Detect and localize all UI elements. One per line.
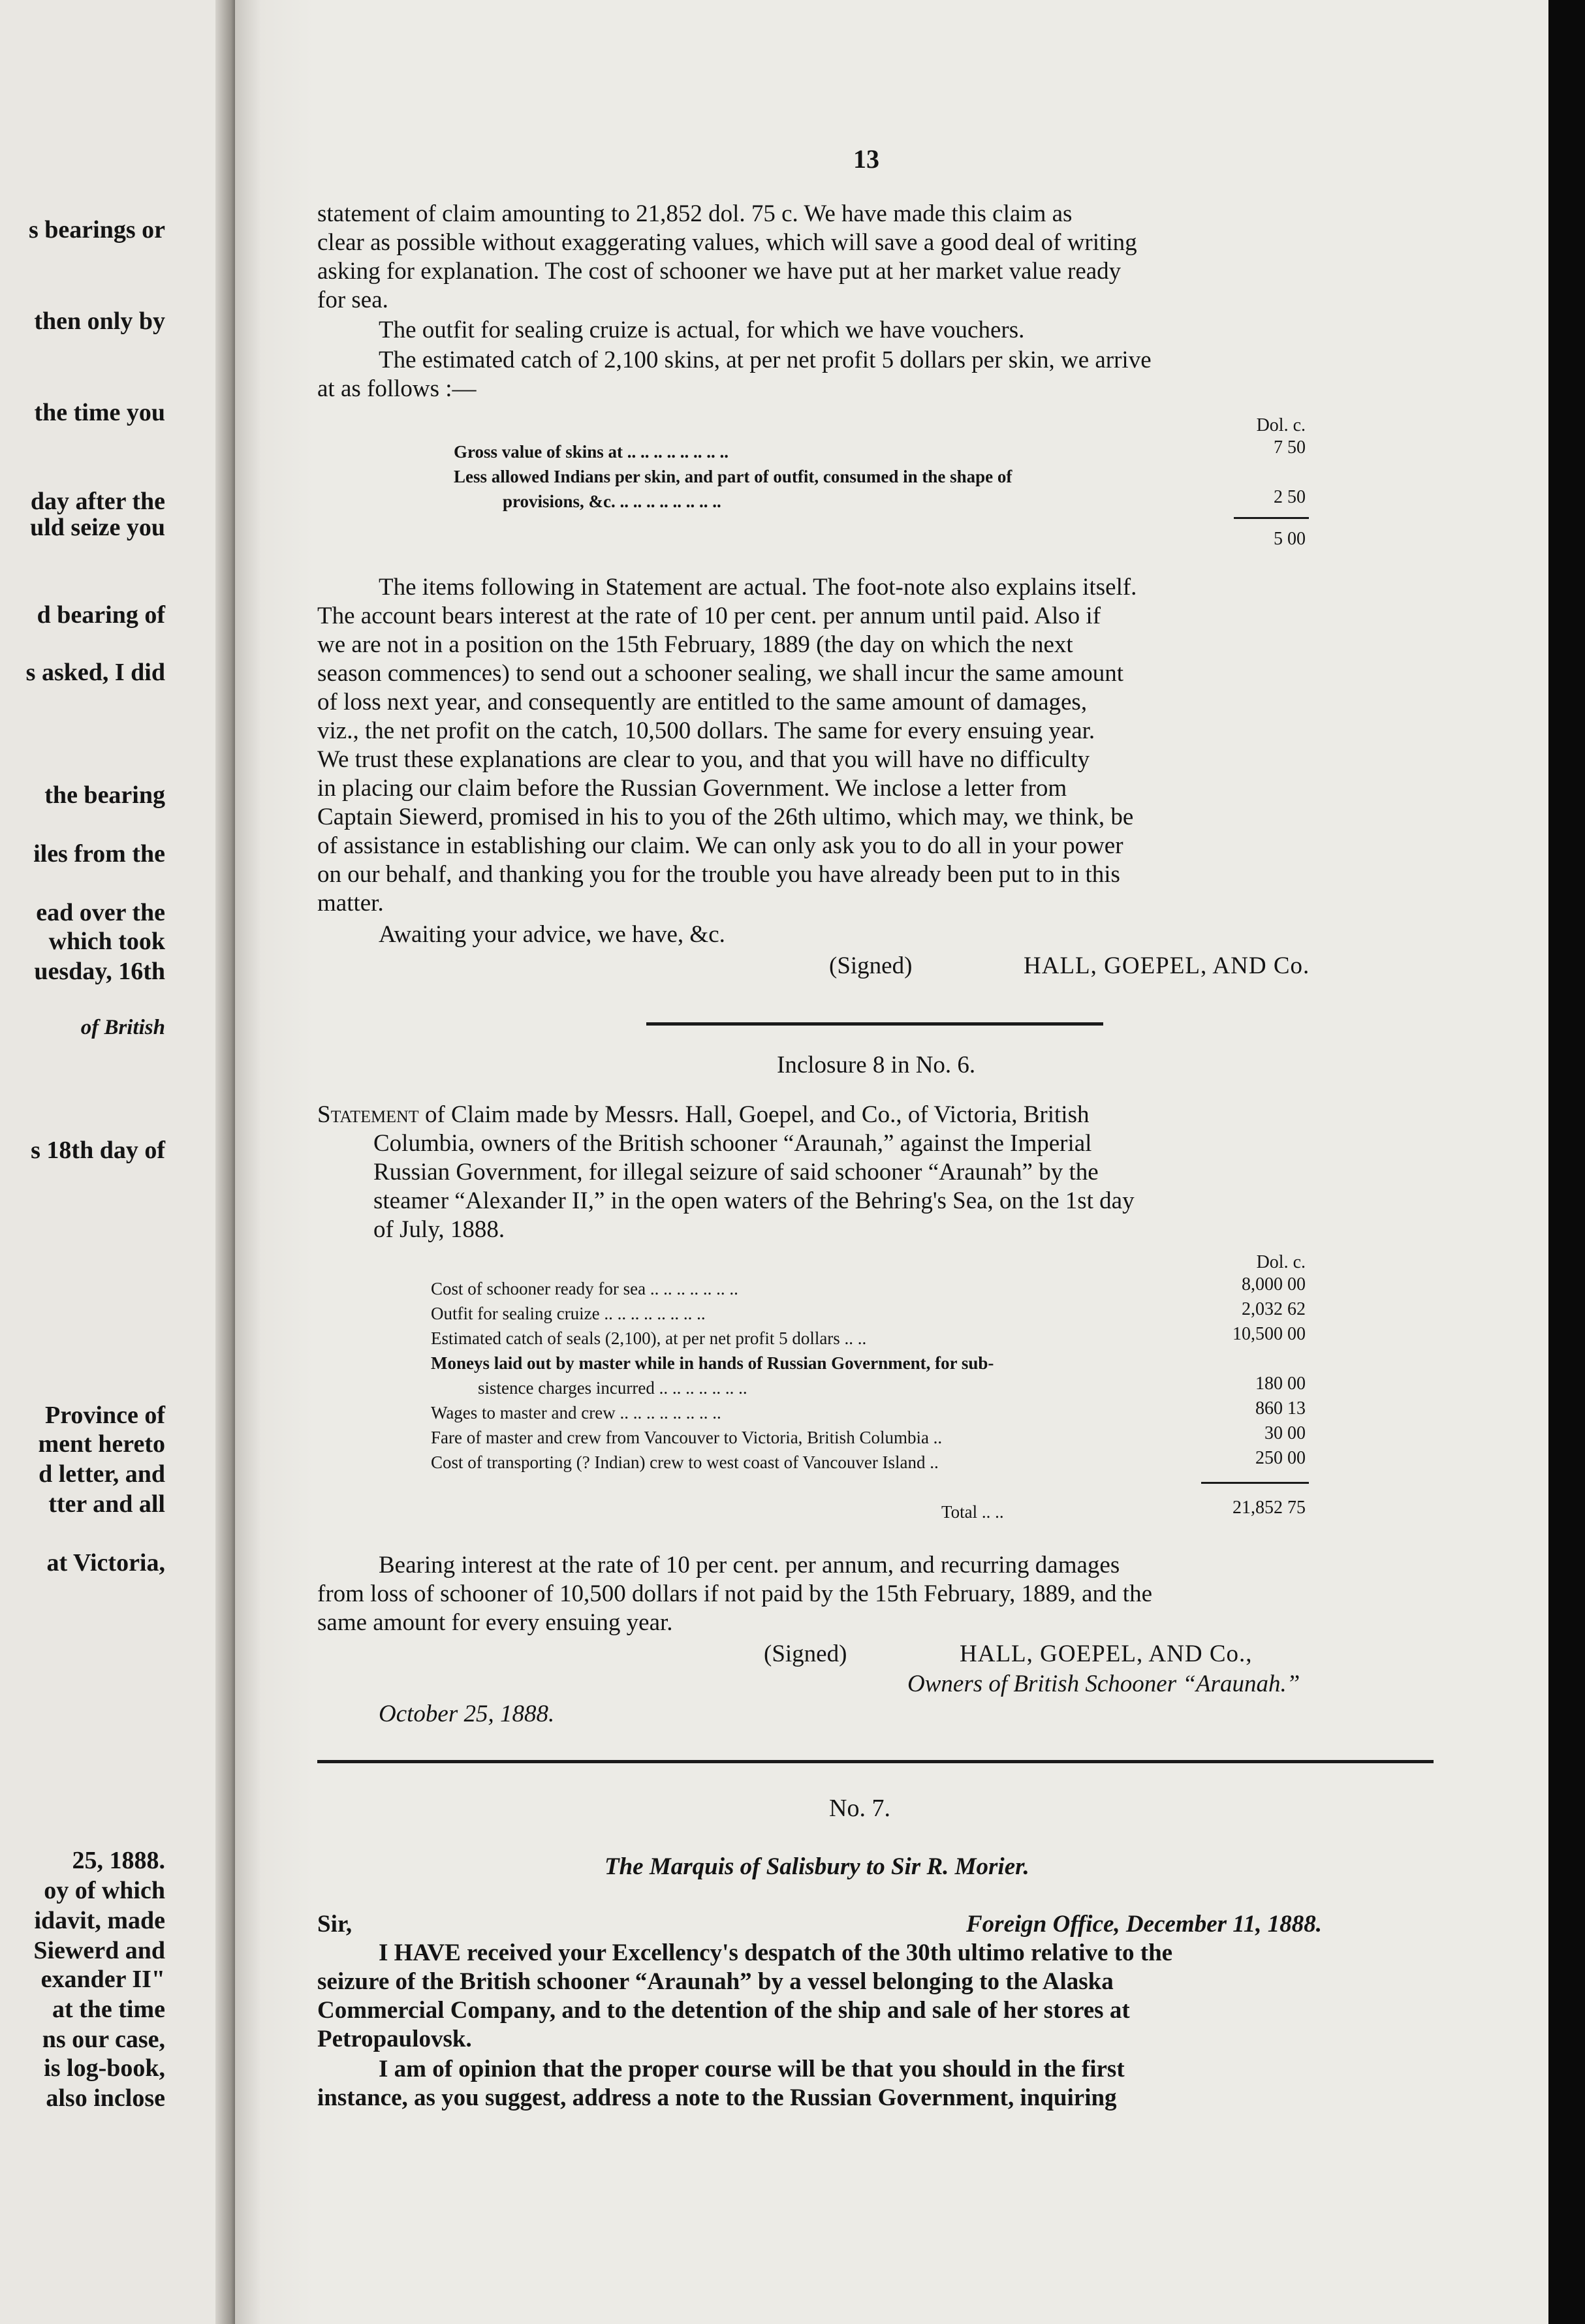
claim-row-label: Cost of transporting (? Indian) crew to west coast of Vancouver Island .. xyxy=(431,1452,939,1472)
claim-row-value: 250 00 xyxy=(1255,1448,1306,1468)
signature: HALL, GOEPEL, AND Co. xyxy=(1024,952,1310,979)
main-line: season commences) to send out a schooner sealing, we shall incur the same amount xyxy=(317,660,1124,687)
left-fragment: Siewerd and xyxy=(33,1937,165,1964)
signed-label: (Signed) xyxy=(829,952,913,979)
left-fragment: of British xyxy=(80,1016,165,1039)
sum-rule xyxy=(1234,517,1309,519)
profit-total: 5 00 xyxy=(1274,529,1306,549)
profit-row-label: Gross value of skins at .. .. .. .. .. .. .. .. xyxy=(454,442,729,462)
letter-line: I am of opinion that the proper course will be that you should in the first xyxy=(379,2056,1125,2082)
letter-line: Commercial Company, and to the detention of the ship and sale of her stores at xyxy=(317,1997,1130,2024)
signed-label: (Signed) xyxy=(764,1641,847,1667)
left-fragment: uld seize you xyxy=(30,514,165,541)
statement-lead: Statement xyxy=(317,1101,419,1128)
scan-edge xyxy=(1548,0,1585,2324)
left-fragment: ead over the xyxy=(36,899,165,926)
main-line: we are not in a position on the 15th February, 1889 (the day on which the next xyxy=(317,631,1073,658)
letter-line: I HAVE received your Excellency's despatch of the 30th ultimo relative to the xyxy=(379,1939,1173,1966)
left-fragment: s 18th day of xyxy=(31,1137,165,1164)
claim-row-label: Estimated catch of seals (2,100), at per net profit 5 dollars .. .. xyxy=(431,1328,867,1348)
left-fragment: the time you xyxy=(34,399,165,426)
left-fragment: exander II" xyxy=(40,1966,165,1993)
claim-row-value: 180 00 xyxy=(1255,1374,1306,1394)
dateline: Foreign Office, December 11, 1888. xyxy=(966,1911,1322,1938)
section-rule xyxy=(317,1760,1434,1763)
inclosure-title: Inclosure 8 in No. 6. xyxy=(777,1052,976,1078)
left-fragment: 25, 1888. xyxy=(72,1847,165,1874)
left-fragment: d letter, and xyxy=(39,1460,165,1488)
profit-row-value: 2 50 xyxy=(1274,487,1306,507)
intro-line: for sea. xyxy=(317,287,388,313)
letter-line: instance, as you suggest, address a note to the Russian Government, inquiring xyxy=(317,2084,1117,2111)
document-page xyxy=(235,0,1548,2324)
main-line: matter. xyxy=(317,890,384,917)
intro-line: at as follows :— xyxy=(317,375,477,402)
page-number: 13 xyxy=(853,144,879,174)
intro-line: clear as possible without exaggerating values, which will save a good deal of writing xyxy=(317,229,1137,256)
claim-row-label: Outfit for sealing cruize .. .. .. .. .. .. .. .. xyxy=(431,1304,706,1323)
left-fragment: is log-book, xyxy=(44,2054,165,2082)
owners-line: Owners of British Schooner “Araunah.” xyxy=(907,1671,1300,1697)
profit-row-value: 7 50 xyxy=(1274,437,1306,458)
statement-line: steamer “Alexander II,” in the open waters of the Behring's Sea, on the 1st day xyxy=(373,1187,1135,1214)
main-line: The items following in Statement are actual. The foot-note also explains itself. xyxy=(379,574,1137,601)
left-fragment: tter and all xyxy=(48,1490,165,1518)
main-line: on our behalf, and thanking you for the trouble you have already been put to in this xyxy=(317,861,1120,888)
statement-line: of July, 1888. xyxy=(373,1216,505,1243)
left-fragment: oy of which xyxy=(44,1877,165,1904)
letter-line: Petropaulovsk. xyxy=(317,2026,472,2052)
left-fragment: idavit, made xyxy=(34,1907,165,1934)
left-fragment: Province of xyxy=(45,1402,165,1429)
claim-row-value: 10,500 00 xyxy=(1232,1324,1306,1344)
profit-row-label: Less allowed Indians per skin, and part of outfit, consumed in the shape of xyxy=(454,467,1012,486)
statement-line: Columbia, owners of the British schooner “Araunah,” against the Imperial xyxy=(373,1130,1092,1157)
left-facing-page xyxy=(0,0,225,2324)
left-fragment: ns our case, xyxy=(42,2026,165,2053)
bearing-line: same amount for every ensuing year. xyxy=(317,1609,673,1636)
left-fragment: s asked, I did xyxy=(25,659,165,686)
section-rule xyxy=(646,1022,1103,1026)
main-line: We trust these explanations are clear to you, and that you will have no difficulty xyxy=(317,746,1090,773)
claim-total-value: 21,852 75 xyxy=(1232,1498,1306,1518)
letter-line: seizure of the British schooner “Araunah” by a vessel belonging to the Alaska xyxy=(317,1968,1114,1995)
bearing-line: from loss of schooner of 10,500 dollars if not paid by the 15th February, 1889, and the xyxy=(317,1580,1153,1607)
claim-table-header: Dol. c. xyxy=(1256,1252,1306,1272)
profit-row-label: provisions, &c. .. .. .. .. .. .. .. .. xyxy=(503,492,721,511)
intro-line: The estimated catch of 2,100 skins, at per net profit 5 dollars per skin, we arrive xyxy=(379,347,1152,373)
sum-rule xyxy=(1201,1482,1309,1484)
claim-row-value: 8,000 00 xyxy=(1242,1274,1306,1295)
left-fragment: then only by xyxy=(34,307,165,335)
claim-row-value: 860 13 xyxy=(1255,1398,1306,1419)
left-fragment: the bearing xyxy=(44,781,165,809)
closing-line: Awaiting your advice, we have, &c. xyxy=(379,921,725,948)
intro-line: statement of claim amounting to 21,852 dol. 75 c. We have made this claim as xyxy=(317,200,1073,227)
left-fragment: which took xyxy=(48,928,165,955)
claim-row-label: Cost of schooner ready for sea .. .. .. .. .. .. .. xyxy=(431,1279,738,1298)
left-fragment: d bearing of xyxy=(37,601,165,629)
signature: HALL, GOEPEL, AND Co., xyxy=(960,1641,1253,1667)
statement-line: of Claim made by Messrs. Hall, Goepel, and Co., of Victoria, British xyxy=(418,1101,1090,1128)
intro-line: asking for explanation. The cost of schooner we have put at her market value ready xyxy=(317,258,1122,285)
profit-table-header: Dol. c. xyxy=(1256,415,1306,435)
claim-row-label: Fare of master and crew from Vancouver to Victoria, British Columbia .. xyxy=(431,1428,943,1447)
left-fragment: at the time xyxy=(52,1996,165,2023)
claim-row-label: sistence charges incurred .. .. .. .. .. .. .. xyxy=(478,1378,747,1398)
claim-row-value: 2,032 62 xyxy=(1242,1299,1306,1319)
main-line: viz., the net profit on the catch, 10,500 dollars. The same for every ensuing year. xyxy=(317,717,1095,744)
date-line: October 25, 1888. xyxy=(379,1701,555,1727)
left-fragment: day after the xyxy=(30,488,165,515)
left-fragment: at Victoria, xyxy=(46,1549,165,1577)
salutation: Sir, xyxy=(317,1911,353,1938)
left-fragment: uesday, 16th xyxy=(34,958,165,985)
main-line: Captain Siewerd, promised in his to you of the 26th ultimo, which may, we think, be xyxy=(317,804,1134,830)
intro-line: The outfit for sealing cruize is actual, for which we have vouchers. xyxy=(379,317,1025,343)
left-fragment: also inclose xyxy=(46,2084,165,2112)
left-fragment: ment hereto xyxy=(38,1430,165,1458)
bearing-line: Bearing interest at the rate of 10 per cent. per annum, and recurring damages xyxy=(379,1552,1120,1578)
claim-total-label: Total .. .. xyxy=(941,1502,1004,1522)
left-fragment: iles from the xyxy=(33,840,165,868)
main-line: of assistance in establishing our claim. We can only ask you to do all in your power xyxy=(317,832,1123,859)
document-number: No. 7. xyxy=(829,1795,890,1822)
main-line: of loss next year, and consequently are entitled to the same amount of damages, xyxy=(317,689,1088,715)
document-subtitle: The Marquis of Salisbury to Sir R. Morier. xyxy=(604,1853,1029,1880)
claim-row-label: Moneys laid out by master while in hands of Russian Government, for sub- xyxy=(431,1353,994,1373)
main-line: in placing our claim before the Russian Government. We inclose a letter from xyxy=(317,775,1067,802)
claim-row-label: Wages to master and crew .. .. .. .. .. .. .. .. xyxy=(431,1403,721,1422)
main-line: The account bears interest at the rate of 10 per cent. per annum until paid. Also if xyxy=(317,603,1101,629)
statement-line: Russian Government, for illegal seizure of said schooner “Araunah” by the xyxy=(373,1159,1099,1186)
claim-row-value: 30 00 xyxy=(1264,1423,1306,1443)
left-fragment: s bearings or xyxy=(29,216,165,243)
